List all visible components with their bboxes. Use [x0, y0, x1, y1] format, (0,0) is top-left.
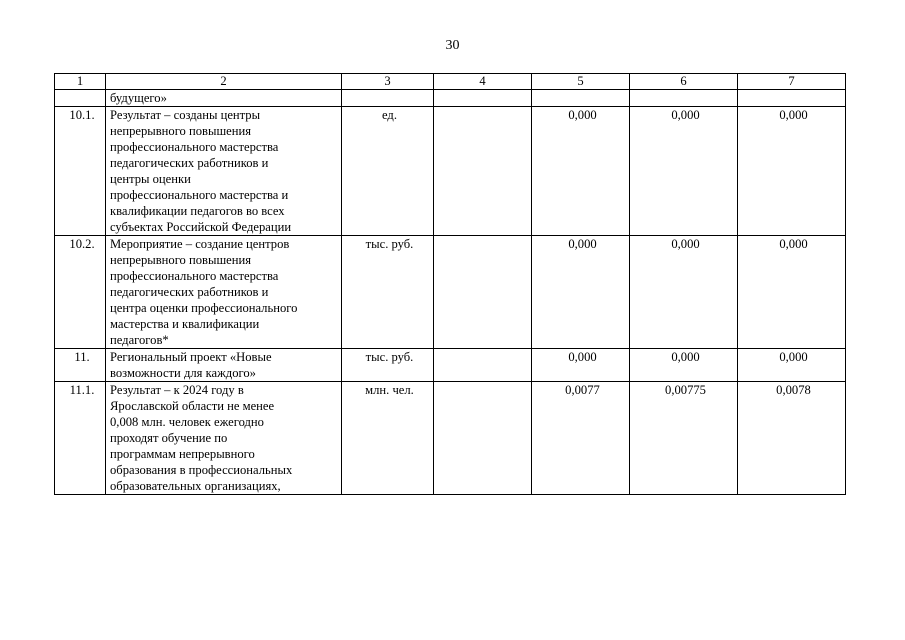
row-number: 10.1. [55, 107, 106, 236]
table-row [55, 236, 846, 349]
column-header-1: 1 [55, 74, 106, 90]
row-unit: млн. чел. [342, 382, 434, 495]
row-number [55, 90, 106, 107]
row-number: 11. [55, 349, 106, 382]
row-unit: ед. [342, 107, 434, 236]
row-col7 [738, 90, 846, 107]
row-col6: 0,000 [630, 349, 738, 382]
column-header-6: 6 [630, 74, 738, 90]
row-description: Региональный проект «Новые возможности для каждого» [106, 349, 342, 382]
row-unit [342, 90, 434, 107]
row-number: 10.2. [55, 236, 106, 349]
row-unit: тыс. руб. [342, 236, 434, 349]
column-header-2: 2 [106, 74, 342, 90]
row-col6: 0,00775 [630, 382, 738, 495]
row-unit: тыс. руб. [342, 349, 434, 382]
row-col5: 0,000 [532, 349, 630, 382]
row-col7: 0,0078 [738, 382, 846, 495]
row-description: Результат – к 2024 году в Ярославской области не менее 0,008 млн. человек ежегодно проходят обучение по программам непрерывного образования в профессиональных образовательных организациях, [106, 382, 342, 495]
table-row [55, 107, 846, 236]
row-col5: 0,000 [532, 236, 630, 349]
row-col7: 0,000 [738, 107, 846, 236]
row-description: Мероприятие – создание центров непрерывного повышения профессионального мастерства педагогических работников и центра оценки профессионального мастерства и квалификации педагогов* [106, 236, 342, 349]
column-header-3: 3 [342, 74, 434, 90]
row-col4 [434, 349, 532, 382]
column-header-7: 7 [738, 74, 846, 90]
table-row [55, 90, 846, 107]
row-col7: 0,000 [738, 236, 846, 349]
row-col6: 0,000 [630, 236, 738, 349]
row-col6 [630, 90, 738, 107]
row-col5: 0,000 [532, 107, 630, 236]
column-header-5: 5 [532, 74, 630, 90]
row-col5 [532, 90, 630, 107]
row-description: будущего» [106, 90, 342, 107]
row-description: Результат – созданы центры непрерывного повышения профессионального мастерства педагогических работников и центры оценки профессионального мастерства и квалификации педагогов во всех субъектах Российской Федерации [106, 107, 342, 236]
header-row [55, 74, 846, 90]
column-header-4: 4 [434, 74, 532, 90]
table-row [55, 382, 846, 495]
table-row [55, 349, 846, 382]
row-col6: 0,000 [630, 107, 738, 236]
page-number: 30 [445, 38, 460, 53]
row-col4 [434, 90, 532, 107]
row-number: 11.1. [55, 382, 106, 495]
row-col4 [434, 382, 532, 495]
row-col5: 0,0077 [532, 382, 630, 495]
row-col4 [434, 107, 532, 236]
budget-table [54, 73, 846, 495]
row-col4 [434, 236, 532, 349]
row-col7: 0,000 [738, 349, 846, 382]
